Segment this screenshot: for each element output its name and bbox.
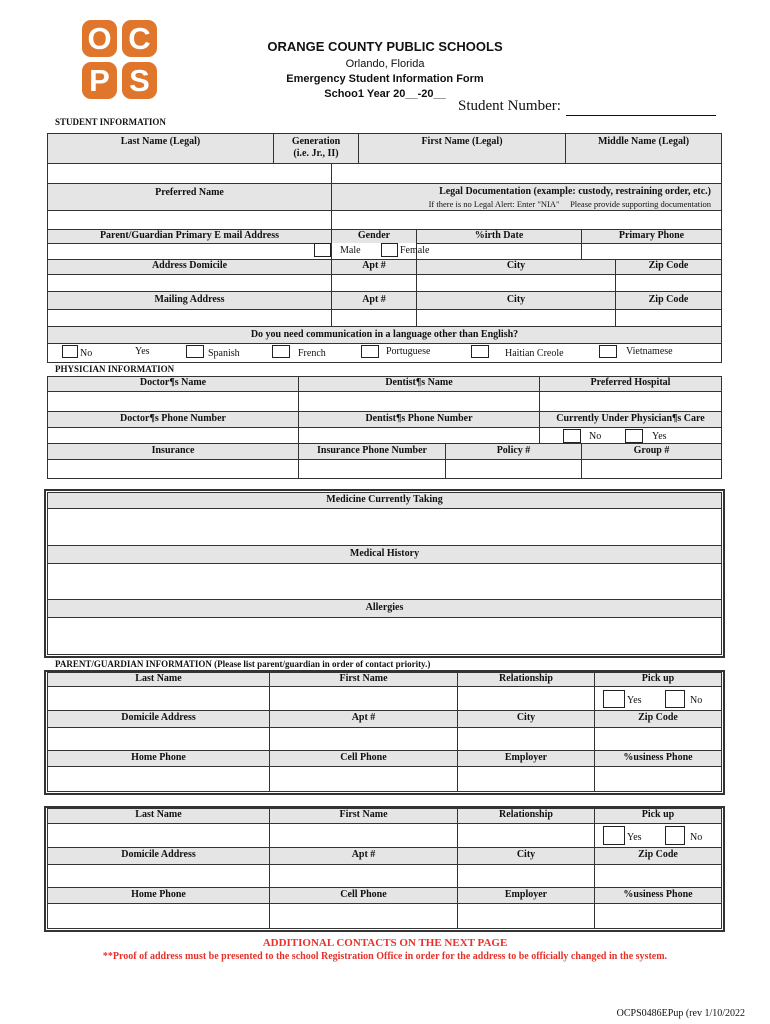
g2-city-input[interactable] bbox=[457, 864, 595, 888]
first-middle-name-input[interactable] bbox=[331, 163, 722, 184]
g1-employer-header: Employer bbox=[457, 750, 595, 767]
g1-relationship-input[interactable] bbox=[457, 686, 595, 711]
first-name-header: First Name (Legal) bbox=[358, 133, 566, 164]
legal-doc-label: Legal Documentation (example: custody, restraining order, etc.) bbox=[439, 185, 711, 197]
logo-letter-c: C bbox=[122, 20, 157, 57]
g2-home-phone-input[interactable] bbox=[47, 903, 270, 929]
parent-email-header: Parent/Guardian Primary E mail Address bbox=[47, 229, 332, 244]
doctor-name-header: Doctor¶s Name bbox=[47, 376, 299, 392]
student-number-label: Student Number: bbox=[458, 98, 561, 114]
under-care-header: Currently Under Physician¶s Care bbox=[539, 411, 722, 428]
g2-city-header: City bbox=[457, 847, 595, 865]
g2-employer-input[interactable] bbox=[457, 903, 595, 929]
g1-home-phone-header: Home Phone bbox=[47, 750, 270, 767]
dentist-phone-input[interactable] bbox=[298, 427, 540, 444]
lang-vietnamese-checkbox[interactable] bbox=[599, 345, 617, 358]
gender-header: Gender bbox=[331, 229, 417, 244]
g1-domicile-header: Domicile Address bbox=[47, 710, 270, 728]
allergies-input[interactable] bbox=[47, 617, 722, 655]
preferred-name-input[interactable] bbox=[47, 210, 332, 230]
allergies-header: Allergies bbox=[47, 599, 722, 618]
physician-section-title: PHYSICIAN INFORMATION bbox=[55, 364, 175, 374]
g1-domicile-input[interactable] bbox=[47, 727, 270, 751]
doctor-phone-input[interactable] bbox=[47, 427, 299, 444]
lang-haitian-checkbox[interactable] bbox=[471, 345, 489, 358]
medical-history-header: Medical History bbox=[47, 545, 722, 564]
g2-zip-input[interactable] bbox=[594, 864, 722, 888]
insurance-phone-input[interactable] bbox=[298, 459, 446, 479]
primary-phone-input[interactable] bbox=[581, 243, 722, 260]
district-city: Orlando, Florida bbox=[345, 58, 425, 70]
lang-french-checkbox[interactable] bbox=[272, 345, 290, 358]
g2-pickup-no-label: No bbox=[690, 832, 703, 843]
g1-pickup-no-checkbox[interactable] bbox=[665, 690, 685, 708]
g2-employer-header: Employer bbox=[457, 887, 595, 904]
lang-no-checkbox[interactable] bbox=[62, 345, 78, 358]
g2-pickup-no-checkbox[interactable] bbox=[665, 826, 685, 845]
last-name-input[interactable] bbox=[47, 163, 332, 184]
g2-last-name-input[interactable] bbox=[47, 823, 270, 848]
district-title: ORANGE COUNTY PUBLIC SCHOOLS bbox=[267, 39, 503, 54]
lang-spanish-checkbox[interactable] bbox=[186, 345, 204, 358]
lang-no-label: No bbox=[80, 348, 93, 359]
legal-doc-input[interactable] bbox=[331, 210, 722, 230]
logo-letter-o: O bbox=[82, 20, 117, 57]
birth-date-header: %irth Date bbox=[416, 229, 582, 244]
medicine-header: Medicine Currently Taking bbox=[47, 492, 722, 509]
birth-date-input[interactable] bbox=[416, 243, 582, 260]
g1-pickup-yes-label: Yes bbox=[627, 695, 642, 706]
mailing-city-input[interactable] bbox=[416, 309, 616, 327]
middle-name-header: Middle Name (Legal) bbox=[565, 133, 722, 164]
g2-apt-header: Apt # bbox=[269, 847, 458, 865]
g2-pickup-header: Pick up bbox=[594, 808, 722, 824]
g1-zip-header: Zip Code bbox=[594, 710, 722, 728]
preferred-hospital-input[interactable] bbox=[539, 391, 722, 412]
lang-portuguese-checkbox[interactable] bbox=[361, 345, 379, 358]
g2-apt-input[interactable] bbox=[269, 864, 458, 888]
legal-doc-note bbox=[429, 198, 711, 210]
mailing-apt-header: Apt # bbox=[331, 291, 417, 310]
legal-doc-header bbox=[331, 183, 722, 211]
gender-female-label: Female bbox=[400, 245, 430, 256]
insurance-header: Insurance bbox=[47, 443, 299, 460]
g2-business-phone-input[interactable] bbox=[594, 903, 722, 929]
g1-last-name-input[interactable] bbox=[47, 686, 270, 711]
school-year: Schoo1 Year 20__-20__ bbox=[324, 88, 446, 100]
g2-pickup-yes-checkbox[interactable] bbox=[603, 826, 625, 845]
form-title: Emergency Student Information Form bbox=[286, 73, 484, 85]
g2-business-phone-header: %usiness Phone bbox=[594, 887, 722, 904]
g2-domicile-input[interactable] bbox=[47, 864, 270, 888]
g1-employer-input[interactable] bbox=[457, 766, 595, 792]
domicile-city-header: City bbox=[416, 259, 616, 275]
insurance-input[interactable] bbox=[47, 459, 299, 479]
mailing-address-input[interactable] bbox=[47, 309, 332, 327]
address-domicile-input[interactable] bbox=[47, 274, 332, 292]
additional-contacts-note: ADDITIONAL CONTACTS ON THE NEXT PAGE bbox=[262, 937, 508, 949]
mailing-apt-input[interactable] bbox=[331, 309, 417, 327]
lang-vietnamese-label: Vietnamese bbox=[626, 346, 673, 357]
ocps-logo bbox=[82, 20, 158, 100]
g1-pickup-header: Pick up bbox=[594, 672, 722, 687]
guardian-section-title: PARENT/GUARDIAN INFORMATION (Please list parent/guardian in order of contact priority.) bbox=[55, 659, 431, 669]
gender-male-checkbox[interactable] bbox=[314, 243, 331, 257]
g2-first-name-input[interactable] bbox=[269, 823, 458, 848]
preferred-hospital-header: Preferred Hospital bbox=[539, 376, 722, 392]
g1-pickup-no-label: No bbox=[690, 695, 703, 706]
last-name-header: Last Name (Legal) bbox=[47, 133, 274, 164]
generation-header: Generation (i.e. Jr., II) bbox=[273, 133, 359, 164]
lang-haitian-label: Haitian Creole bbox=[505, 348, 564, 359]
lang-spanish-label: Spanish bbox=[208, 348, 240, 359]
lang-french-label: French bbox=[298, 348, 326, 359]
g1-city-header: City bbox=[457, 710, 595, 728]
dentist-name-input[interactable] bbox=[298, 391, 540, 412]
g1-home-phone-input[interactable] bbox=[47, 766, 270, 792]
dentist-phone-header: Dentist¶s Phone Number bbox=[298, 411, 540, 428]
g1-business-phone-header: %usiness Phone bbox=[594, 750, 722, 767]
g1-cell-phone-header: Cell Phone bbox=[269, 750, 458, 767]
domicile-zip-header: Zip Code bbox=[615, 259, 722, 275]
care-yes-checkbox[interactable] bbox=[625, 429, 643, 443]
mailing-zip-input[interactable] bbox=[615, 309, 722, 327]
g1-last-name-header: Last Name bbox=[47, 672, 270, 687]
medical-history-input[interactable] bbox=[47, 563, 722, 600]
g1-first-name-input[interactable] bbox=[269, 686, 458, 711]
logo-letter-s: S bbox=[122, 62, 157, 99]
gender-female-checkbox[interactable] bbox=[381, 243, 398, 257]
insurance-phone-header: Insurance Phone Number bbox=[298, 443, 446, 460]
preferred-name-header: Preferred Name bbox=[47, 183, 332, 211]
g1-first-name-header: First Name bbox=[269, 672, 458, 687]
domicile-zip-input[interactable] bbox=[615, 274, 722, 292]
gender-male-label: Male bbox=[340, 245, 361, 256]
g1-cell-phone-input[interactable] bbox=[269, 766, 458, 792]
form-code: OCPS0486EPup (rev 1/10/2022 bbox=[616, 1008, 745, 1019]
g2-pickup-yes-label: Yes bbox=[627, 832, 642, 843]
lang-portuguese-label: Portuguese bbox=[386, 346, 431, 357]
address-domicile-header: Address Domicile bbox=[47, 259, 332, 275]
student-info-section-title: STUDENT INFORMATION bbox=[55, 117, 166, 127]
proof-of-address-note: **Proof of address must be presented to the school Registration Office in order for the address to be officially changed in the system. bbox=[102, 951, 668, 962]
legal-note-2: Please provide supporting documentation bbox=[570, 198, 711, 209]
g1-apt-input[interactable] bbox=[269, 727, 458, 751]
care-no-checkbox[interactable] bbox=[563, 429, 581, 443]
g1-zip-input[interactable] bbox=[594, 727, 722, 751]
care-yes-label: Yes bbox=[652, 431, 667, 442]
policy-header: Policy # bbox=[445, 443, 582, 460]
logo-letter-p: P bbox=[82, 62, 117, 99]
domicile-city-input[interactable] bbox=[416, 274, 616, 292]
g2-domicile-header: Domicile Address bbox=[47, 847, 270, 865]
g1-apt-header: Apt # bbox=[269, 710, 458, 728]
medicine-input[interactable] bbox=[47, 508, 722, 546]
mailing-zip-header: Zip Code bbox=[615, 291, 722, 310]
student-number-field[interactable] bbox=[566, 115, 716, 116]
g1-relationship-header: Relationship bbox=[457, 672, 595, 687]
mailing-city-header: City bbox=[416, 291, 616, 310]
g1-business-phone-input[interactable] bbox=[594, 766, 722, 792]
g2-cell-phone-header: Cell Phone bbox=[269, 887, 458, 904]
g1-pickup-yes-checkbox[interactable] bbox=[603, 690, 625, 708]
parent-email-input[interactable] bbox=[47, 243, 332, 260]
care-no-label: No bbox=[589, 431, 602, 442]
dentist-name-header: Dentist¶s Name bbox=[298, 376, 540, 392]
g2-first-name-header: First Name bbox=[269, 808, 458, 824]
group-input[interactable] bbox=[581, 459, 722, 479]
g2-relationship-input[interactable] bbox=[457, 823, 595, 848]
language-question: Do you need communication in a language other than English? bbox=[47, 326, 722, 344]
g1-city-input[interactable] bbox=[457, 727, 595, 751]
g2-relationship-header: Relationship bbox=[457, 808, 595, 824]
g2-zip-header: Zip Code bbox=[594, 847, 722, 865]
legal-note-1: If there is no Legal Alert: Enter "NIA" bbox=[428, 198, 560, 209]
g2-cell-phone-input[interactable] bbox=[269, 903, 458, 929]
domicile-apt-input[interactable] bbox=[331, 274, 417, 292]
g2-last-name-header: Last Name bbox=[47, 808, 270, 824]
mailing-address-header: Mailing Address bbox=[47, 291, 332, 310]
group-header: Group # bbox=[581, 443, 722, 460]
policy-input[interactable] bbox=[445, 459, 582, 479]
doctor-phone-header: Doctor¶s Phone Number bbox=[47, 411, 299, 428]
lang-yes-label: Yes bbox=[135, 346, 150, 357]
domicile-apt-header: Apt # bbox=[331, 259, 417, 275]
doctor-name-input[interactable] bbox=[47, 391, 299, 412]
primary-phone-header: Primary Phone bbox=[581, 229, 722, 244]
g2-home-phone-header: Home Phone bbox=[47, 887, 270, 904]
